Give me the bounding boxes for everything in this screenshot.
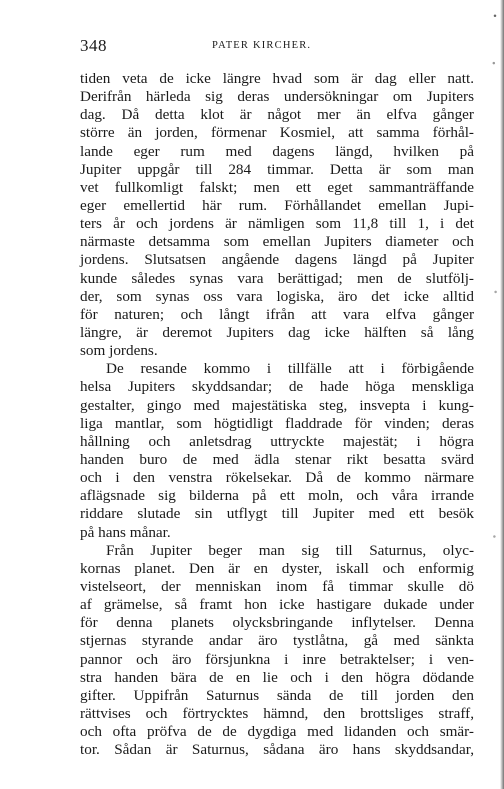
text-line: och ofta pröfva de de dygdiga med lidanden och smär- (80, 723, 474, 741)
page-header (80, 36, 470, 56)
text-line: hållning och anletsdrag uttryckte majestät; i högra (80, 432, 474, 450)
text-line: af grämelse, så framt hon icke hastigare dukade under (80, 596, 474, 614)
text-line: De resande kommo i tillfälle att i förbigående (106, 360, 474, 378)
text-line: riddare slutade sin utflygt till Jupiter med ett besök (80, 505, 474, 523)
text-line: jordens. Slutsatsen angående dagens längd på Jupiter (80, 251, 474, 269)
text-line: helsa Jupiters skyddsandar; de hade höga menskliga (80, 378, 474, 396)
text-line: ters år och jordens är nämligen som 11,8 till 1, i det (80, 215, 474, 233)
text-line: gifter. Uppifrån Saturnus sända de till jorden den (80, 686, 474, 704)
text-line: aflägsnade sig bilderna på ett moln, och våra irrande (80, 487, 474, 505)
text-line: rättvises och förtrycktes hämnd, den brottsliges straff, (80, 704, 474, 722)
text-line: handen buro de med ädla stenar rikt besatta svärd (80, 450, 474, 468)
text-line: stra handen bära de en lie och i den högra dödande (80, 668, 474, 686)
text-line: kornas planet. Den är en dyster, iskall och enformig (80, 559, 474, 577)
text-line: tor. Sådan är Saturnus, sådana äro hans skyddsandar, (80, 741, 474, 759)
page-edge-shadow (500, 0, 504, 789)
text-line: lande eger rum med dagens längd, hvilken på (80, 142, 474, 160)
text-line: tiden veta de icke längre hvad som är dag eller natt. (80, 70, 474, 87)
running-head: PATER KIRCHER. (212, 40, 312, 51)
text-line: kunde således synas vara berättigad; men de slutfölj- (80, 269, 474, 287)
page-edge-specks (492, 0, 498, 789)
text-line: Jupiter uppgår till 284 timmar. Detta är som man (80, 160, 474, 178)
text-line: på hans månar. (80, 523, 171, 541)
text-line: större än jorden, förmenar Kosmiel, att samma förhål- (80, 124, 474, 142)
text-line: för denna planets olycksbringande inflytelser. Denna (80, 614, 474, 632)
text-line: liga mantlar, som högtidligt fladdrade för vinden; deras (80, 414, 474, 432)
text-line: eger emellertid här rum. Förhållandet emellan Jupi- (80, 196, 474, 214)
text-line: som jordens. (80, 342, 158, 360)
text-line: längre, är deremot Jupiters dag icke hälften så lång (80, 323, 474, 341)
text-line: och i den venstra rökelsekar. Då de kommo närmare (80, 469, 474, 487)
body-text (80, 70, 474, 759)
text-line: Derifrån härleda sig deras undersökningar om Jupiters (80, 88, 474, 106)
text-line: gestalter, gingo med majestätiska steg, insvepta i kung- (80, 396, 474, 414)
text-line: för naturen; och långt ifrån att vara elfva gånger (80, 305, 474, 323)
text-line: vistelseort, der menniskan inom få timmar skulle dö (80, 577, 474, 595)
text-line: stjernas styrande andar äro tystlåtna, gå med sänkta (80, 632, 474, 650)
text-line: närmaste detsamma som emellan Jupiters diameter och (80, 233, 474, 251)
text-line: der, som synas oss vara logiska, äro det icke alltid (80, 287, 474, 305)
page-number: 348 (80, 36, 107, 55)
text-line: pannor och äro försjunkna i inre betraktelser; i ven- (80, 650, 474, 668)
text-line: dag. Då detta klot är något mer än elfva gånger (80, 106, 474, 124)
text-line: Från Jupiter beger man sig till Saturnus, olyc- (106, 541, 474, 559)
text-line: vet fullkomligt falskt; men ett eget sammanträffande (80, 178, 474, 196)
